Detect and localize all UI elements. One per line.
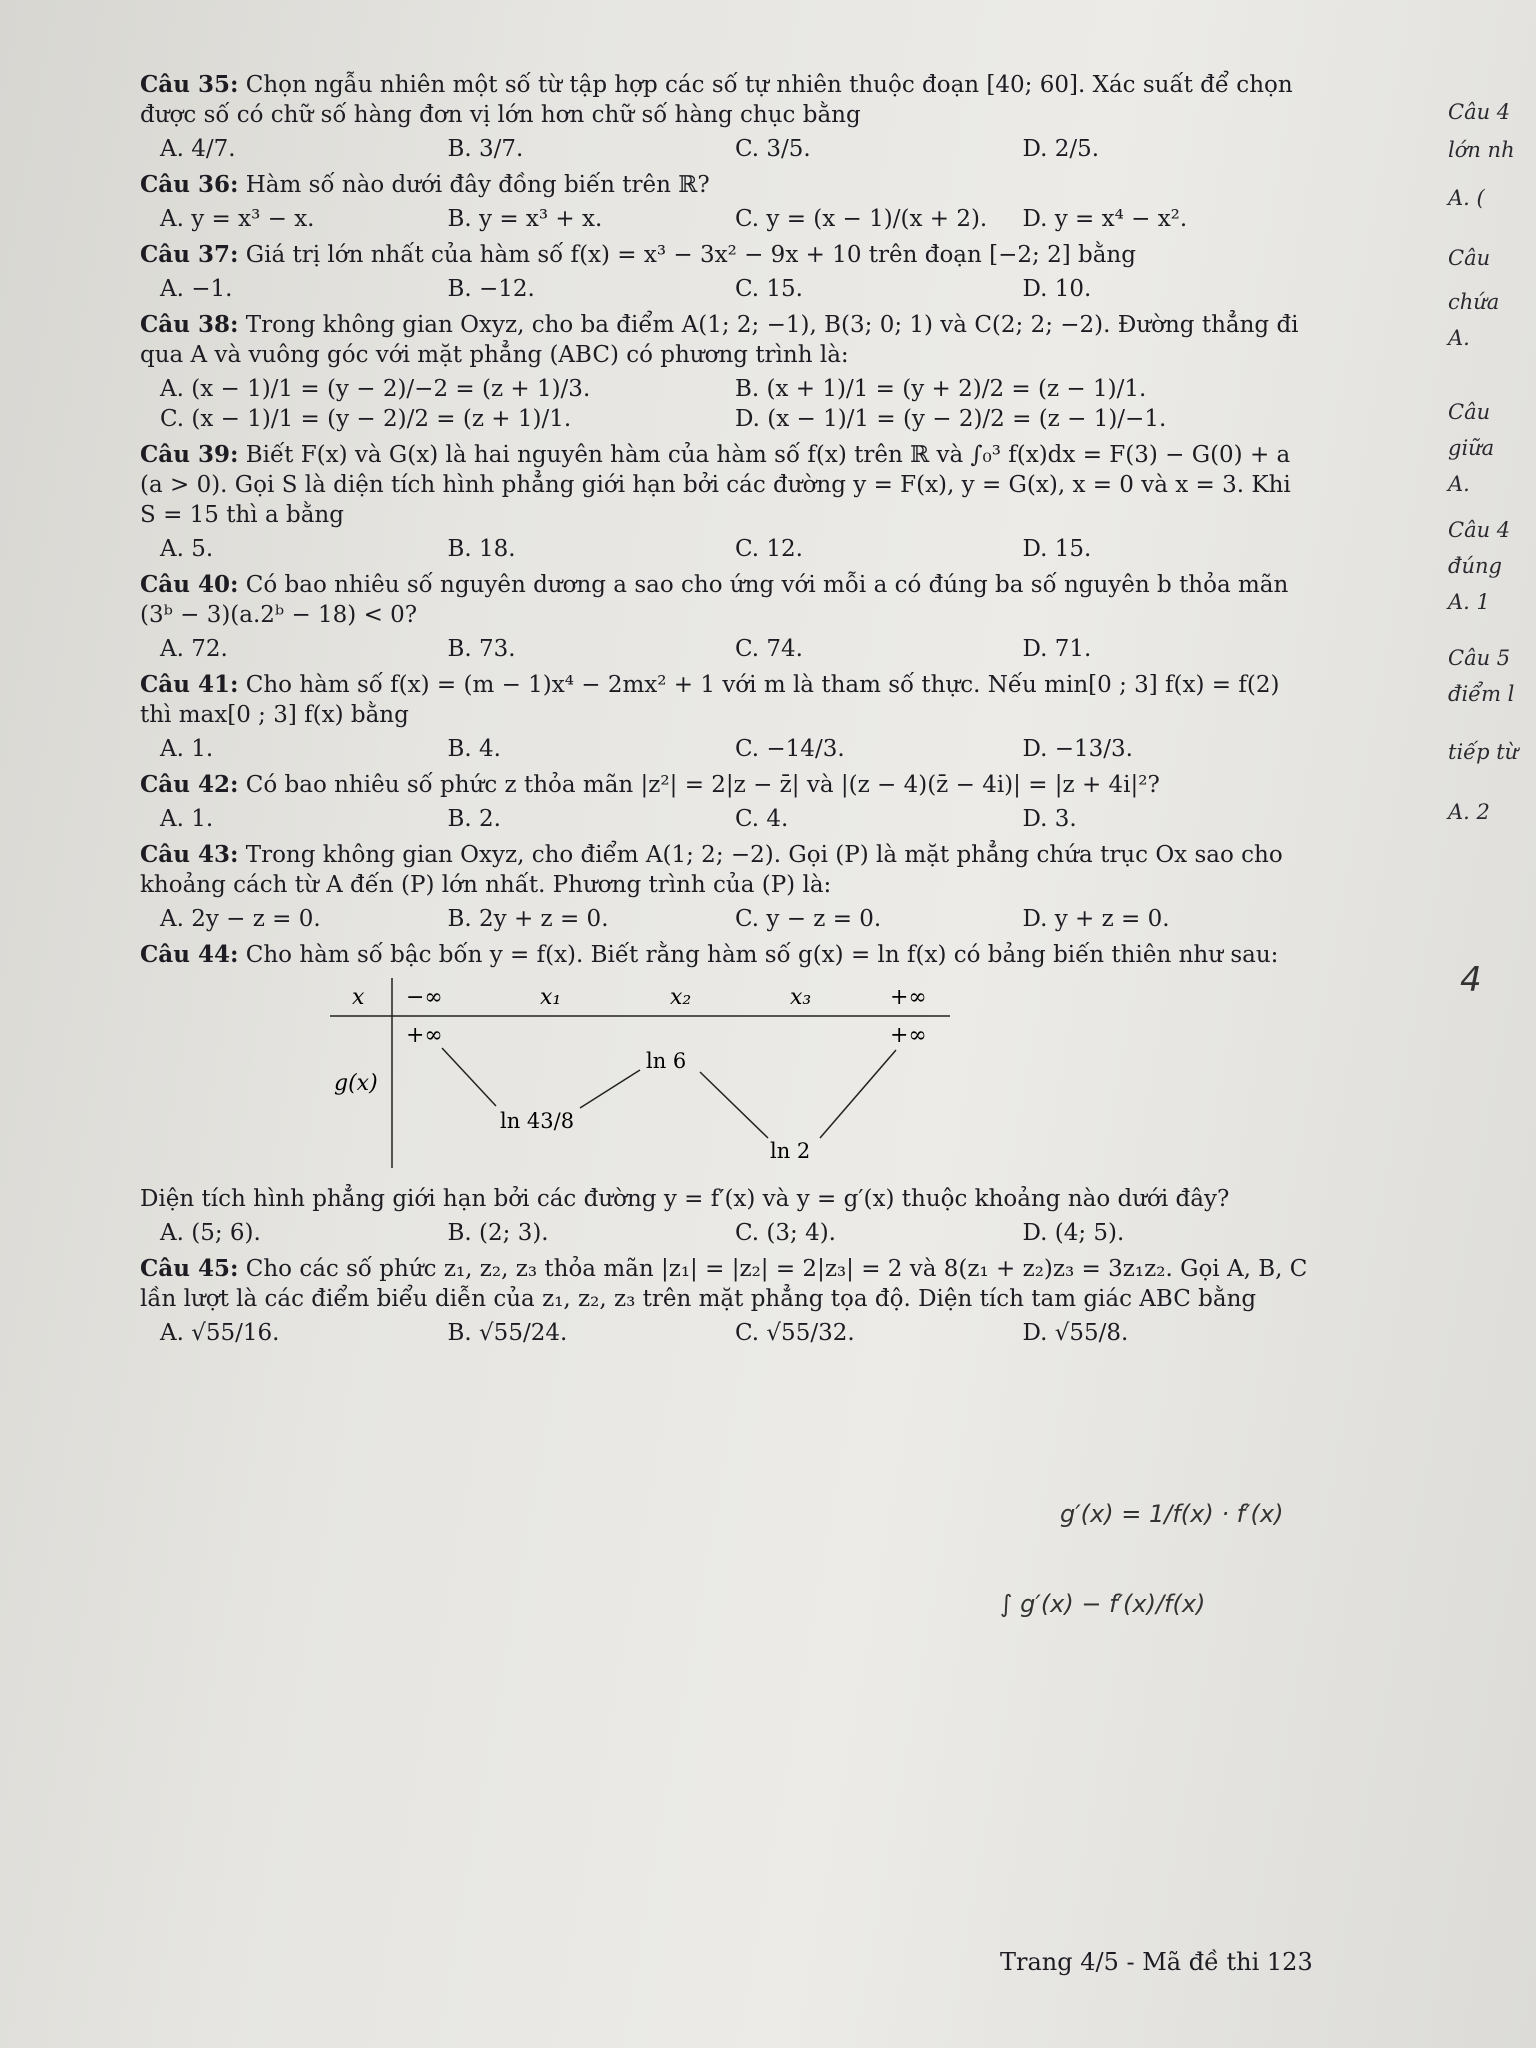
side-text: Câu 4	[1448, 100, 1511, 124]
answer-options	[160, 534, 1310, 564]
option-c[interactable]: C. 3/5.	[735, 136, 811, 162]
option-b[interactable]: B. 2y + z = 0.	[447, 906, 609, 932]
side-text: giữa	[1448, 436, 1495, 460]
option-d[interactable]: D. (4; 5).	[1022, 1220, 1125, 1246]
option-c[interactable]: C. (3; 4).	[735, 1220, 836, 1246]
option-c[interactable]: C. y − z = 0.	[735, 906, 882, 932]
option-b[interactable]: B. −12.	[447, 276, 535, 302]
option-b[interactable]: B. √55/24.	[447, 1320, 568, 1346]
option-c[interactable]: C. y = (x − 1)/(x + 2).	[735, 206, 988, 232]
option-d[interactable]: D. −13/3.	[1022, 736, 1133, 762]
question-number: Câu 39:	[140, 441, 239, 468]
variation-table	[330, 978, 1310, 1176]
question-42	[140, 770, 1310, 834]
question-text: Cho hàm số f(x) = (m − 1)x⁴ − 2mx² + 1 với m là tham số thực. Nếu min[0 ; 3] f(x) = f(2) thì max[0 ; 3] f(x) bằng	[140, 672, 1280, 728]
option-b[interactable]: B. 2.	[447, 806, 501, 832]
question-number: Câu 37:	[140, 241, 239, 268]
answer-options	[160, 1218, 1310, 1248]
variation-table-svg	[330, 978, 950, 1168]
question-text: Trong không gian Oxyz, cho điểm A(1; 2; −2). Gọi (P) là mặt phẳng chứa trục Ox sao cho khoảng cách từ A đến (P) lớn nhất. Phương trình của (P) là:	[140, 842, 1283, 898]
option-d[interactable]: D. 15.	[1022, 536, 1092, 562]
option-c[interactable]: C. 4.	[735, 806, 789, 832]
question-list	[140, 70, 1310, 1354]
side-text: điểm l	[1448, 682, 1515, 706]
option-d[interactable]: D. √55/8.	[1022, 1320, 1129, 1346]
answer-options	[160, 134, 1310, 164]
next-page-edge	[1440, 100, 1536, 860]
question-number: Câu 45:	[140, 1255, 239, 1282]
x-value: x₃	[790, 985, 812, 1010]
option-a[interactable]: A. 4/7.	[160, 136, 236, 162]
question-text: Cho hàm số bậc bốn y = f(x). Biết rằng hàm số g(x) = ln f(x) có bảng biến thiên như sau:	[245, 942, 1279, 968]
option-a[interactable]: A. 1.	[160, 736, 214, 762]
option-a[interactable]: A. 72.	[160, 636, 228, 662]
side-text: A. 1	[1448, 590, 1490, 614]
option-d[interactable]: D. 71.	[1022, 636, 1092, 662]
option-b[interactable]: B. 4.	[447, 736, 501, 762]
option-a[interactable]: A. 1.	[160, 806, 214, 832]
x-label: x	[352, 985, 365, 1010]
question-text: Có bao nhiêu số nguyên dương a sao cho ứng với mỗi a có đúng ba số nguyên b thỏa mãn (3ᵇ − 3)(a.2ᵇ − 18) < 0?	[140, 572, 1289, 628]
side-text: tiếp từ	[1448, 740, 1519, 764]
option-a[interactable]: A. −1.	[160, 276, 233, 302]
option-c[interactable]: C. (x − 1)/1 = (y − 2)/2 = (z + 1)/1.	[160, 406, 572, 432]
option-b[interactable]: B. 3/7.	[447, 136, 524, 162]
option-c[interactable]: C. −14/3.	[735, 736, 845, 762]
option-c[interactable]: C. √55/32.	[735, 1320, 855, 1346]
arrow-up	[820, 1050, 896, 1138]
option-b[interactable]: B. 18.	[447, 536, 516, 562]
g-value: ln 6	[646, 1049, 687, 1073]
arrow-down	[442, 1048, 496, 1106]
question-number: Câu 35:	[140, 71, 239, 98]
g-value: +∞	[890, 1023, 927, 1048]
answer-options	[160, 634, 1310, 664]
side-text: A. (	[1448, 186, 1485, 210]
question-38	[140, 310, 1310, 434]
option-b[interactable]: B. (2; 3).	[447, 1220, 549, 1246]
option-b[interactable]: B. (x + 1)/1 = (y + 2)/2 = (z − 1)/1.	[735, 376, 1147, 402]
option-d[interactable]: D. 3.	[1022, 806, 1077, 832]
side-text: đúng	[1448, 554, 1502, 578]
g-value: ln 2	[770, 1139, 811, 1163]
option-a[interactable]: A. y = x³ − x.	[160, 206, 315, 232]
question-number: Câu 38:	[140, 311, 239, 338]
question-number: Câu 36:	[140, 171, 239, 198]
question-35	[140, 70, 1310, 164]
side-text: Câu	[1448, 400, 1491, 424]
question-number: Câu 40:	[140, 571, 239, 598]
question-text: Trong không gian Oxyz, cho ba điểm A(1; 2; −1), B(3; 0; 1) và C(2; 2; −2). Đường thẳng đi qua A và vuông góc với mặt phẳng (ABC) có phương trình là:	[140, 312, 1299, 368]
option-c[interactable]: C. 15.	[735, 276, 803, 302]
side-text: lớn nh	[1448, 138, 1515, 162]
g-value: ln 43/8	[500, 1109, 575, 1133]
question-37	[140, 240, 1310, 304]
x-value: x₁	[540, 985, 562, 1010]
option-d[interactable]: D. 10.	[1022, 276, 1092, 302]
question-number: Câu 41:	[140, 671, 239, 698]
question-41	[140, 670, 1310, 764]
question-36	[140, 170, 1310, 234]
option-b[interactable]: B. y = x³ + x.	[447, 206, 603, 232]
answer-options	[160, 804, 1310, 834]
option-d[interactable]: D. (x − 1)/1 = (y − 2)/2 = (z − 1)/−1.	[735, 406, 1167, 432]
option-d[interactable]: D. y = x⁴ − x².	[1022, 206, 1188, 232]
option-d[interactable]: D. y + z = 0.	[1022, 906, 1170, 932]
answer-options	[160, 204, 1310, 234]
option-d[interactable]: D. 2/5.	[1022, 136, 1100, 162]
side-text: A.	[1448, 472, 1470, 496]
side-text: Câu 4	[1448, 518, 1511, 542]
question-number: Câu 43:	[140, 841, 239, 868]
question-text: Hàm số nào dưới đây đồng biến trên ℝ?	[245, 172, 710, 198]
side-text: A. 2	[1448, 800, 1490, 824]
option-a[interactable]: A. (5; 6).	[160, 1220, 261, 1246]
option-b[interactable]: B. 73.	[447, 636, 516, 662]
handwritten-note: ∫ g′(x) − f′(x)/f(x)	[1000, 1590, 1206, 1618]
arrow-up	[580, 1070, 640, 1108]
question-40	[140, 570, 1310, 664]
option-c[interactable]: C. 12.	[735, 536, 803, 562]
question-text: Cho các số phức z₁, z₂, z₃ thỏa mãn |z₁| = |z₂| = 2|z₃| = 2 và 8(z₁ + z₂)z₃ = 3z₁z₂. Gọi A, B, C lần lượt là các điểm biểu diễn của z₁, z₂, z₃ trên mặt phẳng tọa độ. Diện tích tam giác ABC bằng	[140, 1256, 1308, 1312]
answer-options	[160, 904, 1310, 934]
option-a[interactable]: A. √55/16.	[160, 1320, 280, 1346]
page-footer: Trang 4/5 - Mã đề thi 123	[1000, 1948, 1313, 1976]
answer-options	[160, 734, 1310, 764]
handwritten-note: g′(x) = 1/f(x) · f′(x)	[1060, 1500, 1284, 1528]
question-text-2: Diện tích hình phẳng giới hạn bởi các đường y = f′(x) và y = g′(x) thuộc khoảng nào dưới đây?	[140, 1186, 1230, 1212]
x-value: x₂	[670, 985, 692, 1010]
g-value: +∞	[406, 1023, 443, 1048]
question-text: Giá trị lớn nhất của hàm số f(x) = x³ − 3x² − 9x + 10 trên đoạn [−2; 2] bằng	[245, 242, 1136, 268]
option-c[interactable]: C. 74.	[735, 636, 803, 662]
option-a[interactable]: A. 2y − z = 0.	[160, 906, 321, 932]
question-text: Biết F(x) và G(x) là hai nguyên hàm của hàm số f(x) trên ℝ và ∫₀³ f(x)dx = F(3) − G(0) + a (a > 0). Gọi S là diện tích hình phẳng giới hạn bởi các đường y = F(x), y = G(x), x = 0 và x = 3. Khi S = 15 thì a bằng	[140, 442, 1291, 528]
answer-options	[160, 274, 1310, 304]
option-a[interactable]: A. (x − 1)/1 = (y − 2)/−2 = (z + 1)/3.	[160, 376, 591, 402]
arrow-down	[700, 1072, 768, 1138]
side-text: chứa	[1448, 290, 1500, 314]
question-44	[140, 940, 1310, 1248]
question-text: Chọn ngẫu nhiên một số từ tập hợp các số tự nhiên thuộc đoạn [40; 60]. Xác suất để chọn được số có chữ số hàng đơn vị lớn hơn chữ số hàng chục bằng	[140, 72, 1293, 128]
answer-options	[160, 374, 1310, 434]
side-text: Câu	[1448, 246, 1491, 270]
question-45	[140, 1254, 1310, 1348]
answer-options	[160, 1318, 1310, 1348]
question-43	[140, 840, 1310, 934]
side-text: A.	[1448, 326, 1470, 350]
x-value: +∞	[890, 985, 927, 1010]
side-text: Câu 5	[1448, 646, 1511, 670]
g-label: g(x)	[334, 1071, 378, 1096]
handwritten-note: 4	[1460, 960, 1482, 1000]
x-value: −∞	[406, 985, 443, 1010]
question-number: Câu 42:	[140, 771, 239, 798]
question-text: Có bao nhiêu số phức z thỏa mãn |z²| = 2|z − z̄| và |(z − 4)(z̄ − 4i)| = |z + 4i|²?	[245, 772, 1160, 798]
question-39	[140, 440, 1310, 564]
question-number: Câu 44:	[140, 941, 239, 968]
option-a[interactable]: A. 5.	[160, 536, 214, 562]
